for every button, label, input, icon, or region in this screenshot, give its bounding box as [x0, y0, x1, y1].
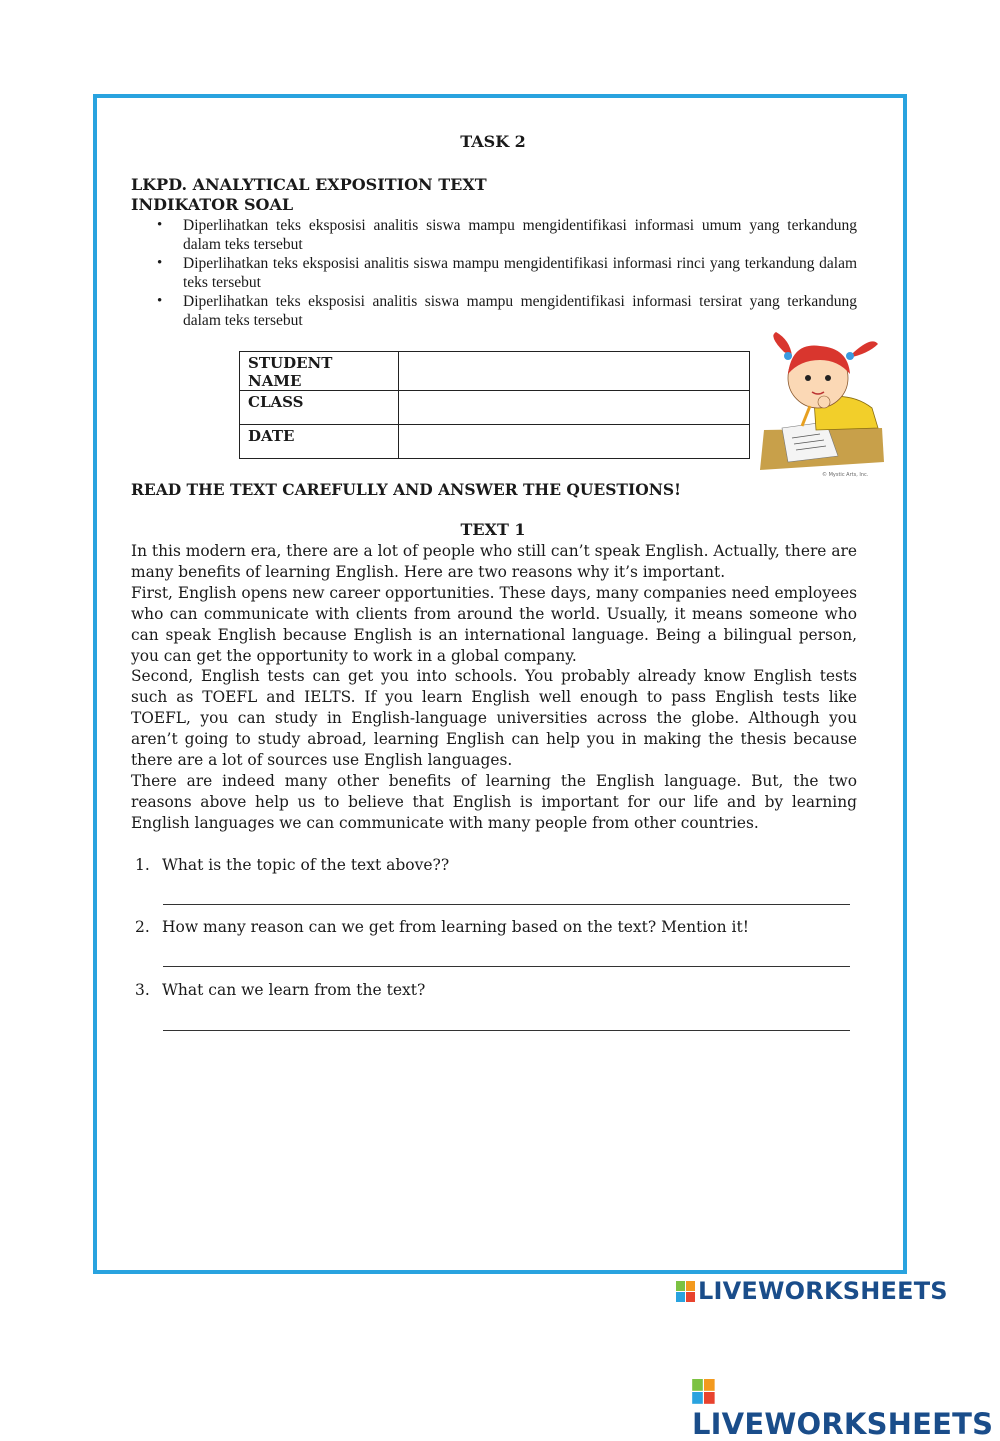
student-name-field[interactable] [399, 352, 750, 391]
watermark-text: LIVEWORKSHEETS [698, 1277, 948, 1305]
reading-passage [131, 541, 857, 834]
class-label: CLASS [240, 391, 399, 425]
task-title: TASK 2 [460, 132, 526, 151]
class-field[interactable] [399, 391, 750, 425]
passage-paragraph: In this modern era, there are a lot of people who still can’t speak English. Actually, there are many benefits of learning English. Here are two reasons why it’s important. [131, 542, 857, 581]
question-number: 2. [135, 918, 150, 936]
question-number: 1. [135, 856, 150, 874]
logo-text: LIVEWORKSHEETS [692, 1407, 994, 1441]
date-field[interactable] [399, 425, 750, 459]
answer-line-3[interactable] [163, 1030, 850, 1031]
liveworksheets-mark-icon [676, 1281, 696, 1303]
liveworksheets-logo[interactable] [692, 1373, 1000, 1441]
indicator-list [157, 216, 857, 330]
student-name-label: STUDENT NAME [240, 352, 399, 391]
liveworksheets-watermark [676, 1277, 948, 1305]
indicator-item: • Diperlihatkan teks eksposisi analitis siswa mampu mengidentifikasi informasi tersirat yang terkandung dalam teks tersebut [157, 292, 857, 330]
student-info-table [239, 351, 750, 459]
question-3 [135, 981, 425, 999]
text-title: TEXT 1 [460, 520, 526, 539]
girl-writing-illustration [754, 330, 886, 480]
date-label: DATE [240, 425, 399, 459]
question-text: What is the topic of the text above?? [162, 856, 450, 874]
liveworksheets-logo-icon [692, 1379, 716, 1405]
question-2 [135, 918, 749, 936]
indicator-item: • Diperlihatkan teks eksposisi analitis siswa mampu mengidentifikasi informasi umum yang terkandung dalam teks tersebut [157, 216, 857, 254]
answer-line-1[interactable] [163, 904, 850, 905]
indikator-heading: INDIKATOR SOAL [131, 195, 294, 214]
question-text: How many reason can we get from learning based on the text? Mention it! [162, 918, 749, 936]
question-number: 3. [135, 981, 150, 999]
passage-paragraph: Second, English tests can get you into schools. You probably already know English tests such as TOEFL and IELTS. If you learn English well enough to pass English tests like TOEFL, you can study in English-language universities across the globe. Although you aren’t going to study abroad, learning English can help you in making the thesis because there are a lot of sources use English languages. [131, 667, 857, 770]
lkpd-heading: LKPD. ANALYTICAL EXPOSITION TEXT [131, 175, 487, 194]
question-text: What can we learn from the text? [162, 981, 426, 999]
passage-paragraph: There are indeed many other benefits of learning the English language. But, the two reasons above help us to believe that English is important for our life and by learning English languages we can communicate with many people from other countries. [131, 771, 857, 832]
answer-line-2[interactable] [163, 966, 850, 967]
illustration-credit: © Mystic Arts, Inc. [822, 472, 869, 478]
instruction: READ THE TEXT CAREFULLY AND ANSWER THE QUESTIONS! [131, 480, 681, 499]
indicator-item: • Diperlihatkan teks eksposisi analitis siswa mampu mengidentifikasi informasi rinci yang terkandung dalam teks tersebut [157, 254, 857, 292]
passage-paragraph: First, English opens new career opportunities. These days, many companies need employees who can communicate with clients from around the world. Usually, it means someone who can speak English because English is an international language. Being a bilingual person, you can get the opportunity to work in a global company. [131, 583, 857, 665]
question-1 [135, 856, 449, 874]
